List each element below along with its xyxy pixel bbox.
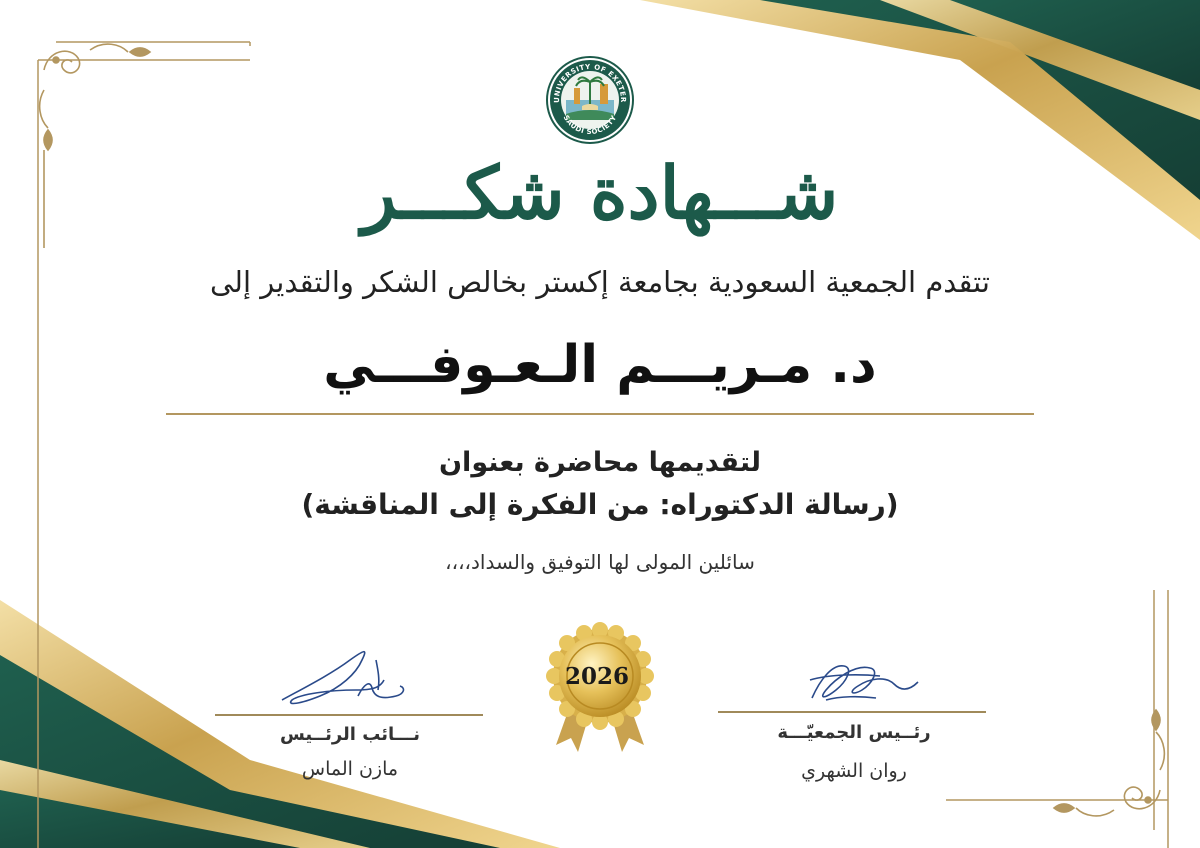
signature-right-role: رئــيس الجمعيّـــة <box>777 722 931 743</box>
lecture-title: (رسالة الدكتوراه: من الفكرة إلى المناقشة) <box>301 488 899 521</box>
lecture-line: لتقديمها محاضرة بعنوان <box>439 447 761 478</box>
signature-left-scribble <box>282 652 403 704</box>
logo-bottom-text: SAUDI SOCIETY <box>561 113 619 137</box>
closing-wish: سائلين المولى لها التوفيق والسداد،،،، <box>445 550 755 574</box>
signature-right-scribble <box>810 666 918 700</box>
logo-top-text: UNIVERSITY OF EXETER <box>552 62 628 103</box>
signature-right-name: روان الشهري <box>801 760 907 782</box>
signature-left-role: نـــائب الرئــيس <box>279 724 421 745</box>
name-divider <box>166 413 1034 415</box>
certificate-title: شـــهادة شكـــر <box>361 150 839 235</box>
seal-year: 2026 <box>564 663 629 690</box>
recipient-name: د. مـريـــم الـعـوفـــي <box>323 335 877 395</box>
certificate-intro: تتقدم الجمعية السعودية بجامعة إكستر بخالص الشكر والتقدير إلى <box>210 265 990 299</box>
logo-ring-text <box>547 57 633 143</box>
signature-line-right <box>718 711 986 713</box>
signature-line-left <box>215 714 483 716</box>
signature-left-name: مازن الماس <box>301 758 399 780</box>
